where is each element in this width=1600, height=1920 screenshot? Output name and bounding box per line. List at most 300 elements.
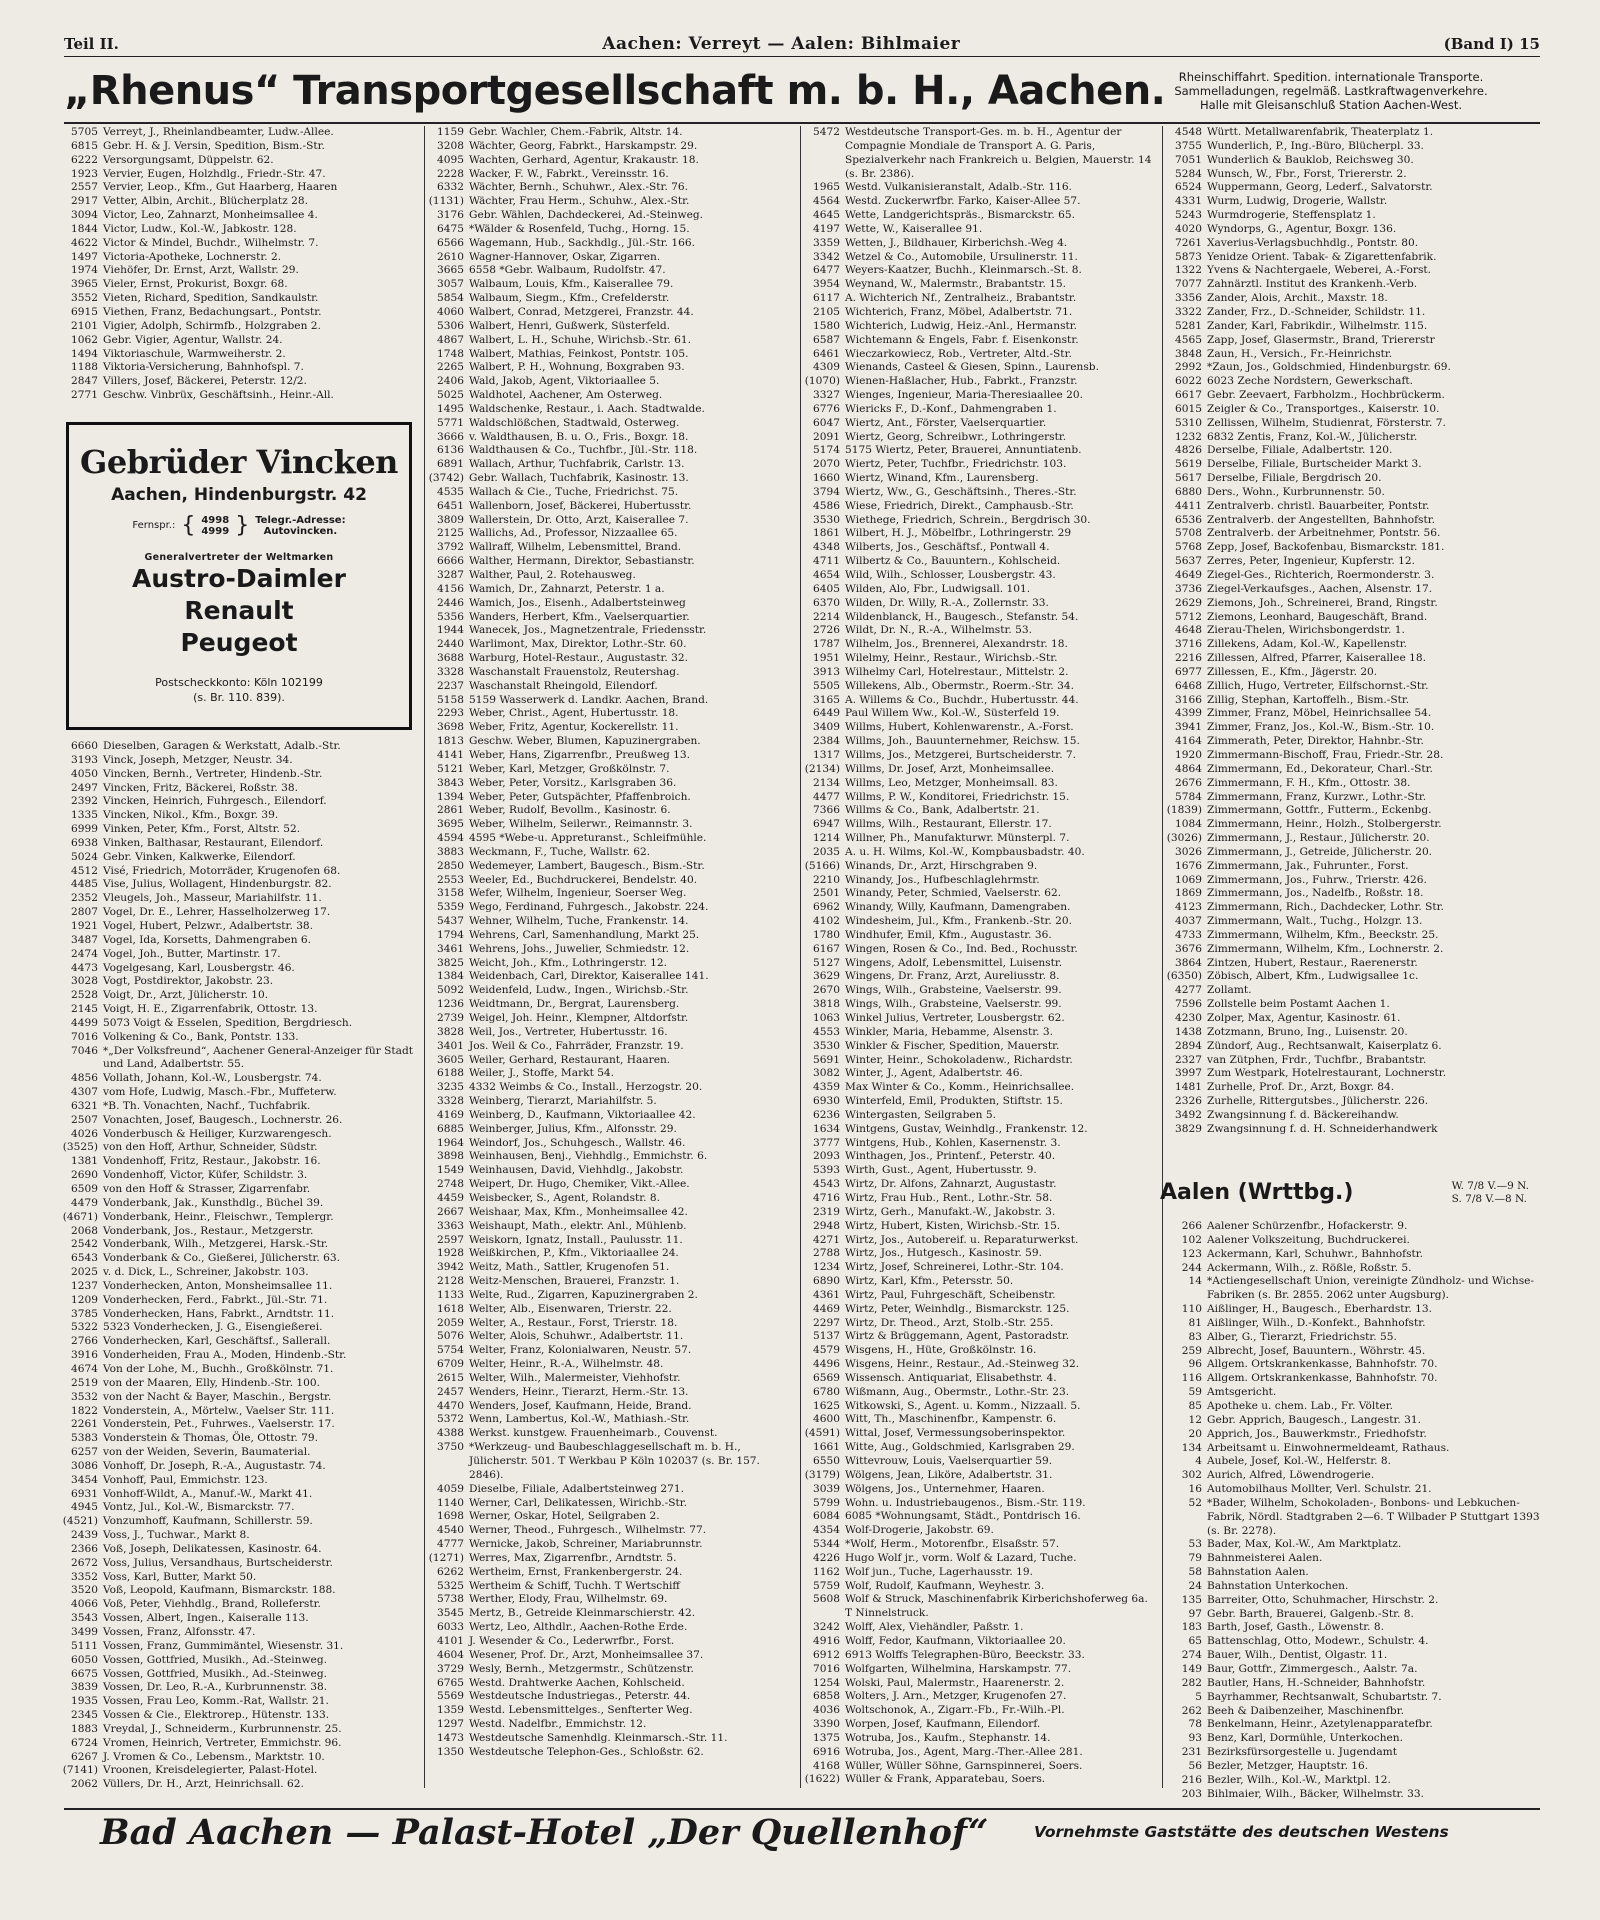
entry-text: Wisgens, H., Hüte, Großkölnstr. 16. (845, 1344, 1037, 1357)
entry-text: Voss, J., Tuchwar., Markt 8. (103, 1529, 250, 1542)
directory-entry (426, 611, 796, 625)
directory-entry (802, 707, 1158, 721)
entry-phone-number: 6050 (71, 1653, 98, 1666)
directory-entry (60, 920, 420, 934)
entry-text: Westdeutsche Industriegas., Peterstr. 44. (469, 1690, 691, 1703)
entry-text: Wirtz, Paul, Fuhrgeschäft, Scheibenstr. (845, 1288, 1056, 1301)
directory-entry (1164, 1705, 1544, 1719)
entry-text: Vervier, Eugen, Holzhdlg., Friedr.-Str. 47. (103, 167, 326, 180)
directory-entry (1164, 306, 1544, 320)
entry-phone-number: 3176 (437, 209, 464, 222)
directory-entry (426, 361, 796, 375)
entry-text: Wette, Landgerichtspräs., Bismarckstr. 65. (845, 209, 1075, 222)
directory-entry (1164, 334, 1544, 348)
entry-phone-number: 3193 (71, 753, 98, 766)
entry-phone-number: 2125 (437, 527, 464, 540)
entry-phone-number: 3954 (813, 278, 840, 291)
entry-text: Waldhotel, Aachener, Am Osterweg. (469, 389, 663, 402)
entry-phone-number: 3828 (437, 1025, 464, 1038)
entry-text: Wamich, Dr., Zahnarzt, Peterstr. 1 a. (469, 582, 665, 595)
directory-entry (1164, 569, 1544, 583)
entry-phone-number: 3688 (437, 652, 464, 665)
directory-entry (1164, 1691, 1544, 1705)
entry-text: Zander, Frz., D.-Schneider, Schildstr. 11. (1207, 305, 1426, 318)
entry-phone-number: 1787 (813, 638, 840, 651)
entry-text: Werner, Theod., Fuhrgesch., Wilhelmstr. 77. (469, 1524, 707, 1537)
directory-entry (426, 791, 796, 805)
entry-phone-number: 6015 (1175, 402, 1202, 415)
directory-entry (1164, 431, 1544, 445)
entry-text: Wiericks F., D.-Konf., Dahmengraben 1. (845, 402, 1057, 415)
entry-phone-number: 79 (1188, 1552, 1202, 1565)
entry-text: Zimmermann, Jak., Fuhrunter., Forst. (1207, 859, 1409, 872)
entry-phone-number: 1159 (437, 126, 464, 138)
entry-phone-number: 2319 (813, 1205, 840, 1218)
entry-phone-number: 5437 (437, 915, 464, 928)
directory-entry (1164, 624, 1544, 638)
directory-entry (60, 1737, 420, 1751)
directory-entry (802, 1497, 1158, 1511)
directory-entry (802, 915, 1158, 929)
entry-phone-number: 5322 (71, 1321, 98, 1334)
directory-entry (60, 1017, 420, 1031)
entry-phone-number: 4169 (437, 1108, 464, 1121)
directory-entry (60, 1405, 420, 1419)
bottom-rule (64, 1808, 1540, 1810)
directory-entry (1164, 278, 1544, 292)
entry-phone-number: 3492 (1175, 1108, 1202, 1121)
directory-entry (426, 583, 796, 597)
directory-entry (60, 389, 420, 403)
entry-phone-number: 1869 (1175, 887, 1202, 900)
directory-entry (802, 1690, 1158, 1704)
directory-entry (426, 624, 796, 638)
directory-entry (60, 361, 420, 375)
directory-entry (426, 251, 796, 265)
rhenus-ad-line: Sammelladungen, regelmäß. Lastkraftwagenverkehre. (1174, 84, 1488, 98)
entry-phone-number: 5637 (1175, 555, 1202, 568)
entry-text: Wenders, Heinr., Tierarzt, Herm.-Str. 13. (469, 1385, 689, 1398)
entry-phone-number: 4477 (813, 790, 840, 803)
entry-phone-number: 2766 (71, 1335, 98, 1348)
entry-phone-number: 3676 (1175, 942, 1202, 955)
entry-text: Zentralverb. der Arbeitnehmer, Pontstr. 56. (1207, 527, 1441, 540)
entry-phone-number: 1232 (1175, 430, 1202, 443)
directory-entry (60, 1488, 420, 1502)
directory-entry (60, 906, 420, 920)
directory-entry (1164, 707, 1544, 721)
directory-entry (60, 1474, 420, 1488)
entry-text: Wehrens, Johs., Juwelier, Schmiedstr. 12. (469, 942, 690, 955)
entry-phone-number: 3829 (1175, 1122, 1202, 1135)
directory-entry (802, 486, 1158, 500)
directory-entry (426, 223, 796, 237)
entry-phone-number: 6321 (71, 1099, 98, 1112)
entry-phone-number: 2145 (71, 1003, 98, 1016)
entry-phone-number: 4164 (1175, 735, 1202, 748)
directory-entry (802, 1400, 1158, 1414)
entry-text: Wittevrouw, Louis, Vaelserquartier 59. (845, 1455, 1053, 1467)
entry-phone-number: 2850 (437, 859, 464, 872)
directory-entry (1164, 1012, 1544, 1026)
entry-text: Weipert, Dr. Hugo, Chemiker, Vikt.-Allee. (469, 1178, 690, 1191)
entry-text: Bezirksfürsorgestelle u. Jugendamt (1207, 1746, 1397, 1759)
directory-entry (60, 1072, 420, 1086)
entry-phone-number: 3390 (813, 1718, 840, 1731)
entry-text: Wölgens, Jos., Unternehmer, Haaren. (845, 1482, 1045, 1495)
entry-text: Weitz, Math., Sattler, Krugenofen 51. (469, 1261, 670, 1274)
entry-text: Wirtz, Hubert, Kisten, Wirichsb.-Str. 15. (845, 1219, 1061, 1232)
entry-phone-number: 1084 (1175, 818, 1202, 831)
directory-entry (1164, 846, 1544, 860)
entry-text: Welter, Wilh., Malermeister, Viehhofstr. (469, 1371, 681, 1384)
entry-text: Zwangsinnung f. d. H. Schneiderhandwerk (1207, 1122, 1438, 1135)
directory-entry (1164, 777, 1544, 791)
entry-text: v. Waldthausen, B. u. O., Fris., Boxgr. 18. (469, 430, 689, 443)
directory-entry (60, 1668, 420, 1682)
directory-entry (802, 1234, 1158, 1248)
entry-text: Zollstelle beim Postamt Aachen 1. (1207, 998, 1390, 1011)
entry-text: Wohn. u. Industriebaugenos., Bism.-Str. 119. (845, 1496, 1086, 1509)
directory-entry (60, 292, 420, 306)
entry-text: 4332 Weimbs & Co., Install., Herzogstr. 20. (469, 1081, 703, 1094)
entry-phone-number: 6084 (813, 1510, 840, 1523)
entry-phone-number: 2446 (437, 596, 464, 609)
directory-entry (426, 777, 796, 791)
directory-entry (60, 1529, 420, 1543)
entry-phone-number: 4579 (813, 1344, 840, 1357)
entry-phone-number: 2557 (71, 181, 98, 194)
directory-entry (426, 431, 796, 445)
directory-entry (426, 763, 796, 777)
entry-phone-number: 4156 (437, 582, 464, 595)
entry-phone-number: 2101 (71, 319, 98, 332)
directory-entry (60, 209, 420, 223)
directory-entry (1164, 998, 1544, 1012)
rhenus-ad-line: Halle mit Gleisanschluß Station Aachen-West. (1199, 98, 1463, 112)
directory-entry (1164, 1635, 1544, 1649)
entry-phone-number: 6509 (71, 1183, 98, 1195)
entry-phone-number: 6136 (437, 444, 464, 457)
entry-text: Vonderheiden, Frau A., Moden, Hindenb.-Str. (103, 1349, 347, 1362)
entry-text: Vonachten, Josef, Baugesch., Lochnerstr. 26. (103, 1113, 343, 1126)
entry-text: Weisbecker, S., Agent, Rolandstr. 8. (469, 1191, 661, 1204)
directory-entry (426, 541, 796, 555)
entry-phone-number: 7366 (813, 804, 840, 817)
directory-entry (1164, 444, 1544, 458)
entry-phone-number: 1780 (813, 928, 840, 941)
directory-entry (426, 458, 796, 472)
entry-phone-number: 58 (1188, 1566, 1202, 1579)
directory-entry (60, 1778, 420, 1792)
entry-text: vom Hofe, Ludwig, Masch.-Fbr., Muffeterw. (103, 1086, 337, 1099)
entry-phone-number: 1297 (437, 1718, 464, 1731)
directory-entry (426, 1510, 796, 1524)
entry-phone-number: 4711 (813, 555, 840, 568)
entry-phone-number: 4945 (71, 1501, 98, 1514)
entry-text: Winkler & Fischer, Spedition, Mauerstr. (845, 1039, 1060, 1052)
entry-phone-number: 2293 (437, 707, 464, 720)
entry-phone-number: 4604 (437, 1648, 464, 1661)
entry-phone-number: 302 (1181, 1469, 1202, 1482)
entry-phone-number: 6776 (813, 402, 840, 415)
directory-entry (60, 962, 420, 976)
entry-text: Wingens, Adolf, Lebensmittel, Luisenstr. (845, 956, 1063, 969)
directory-entry (60, 809, 420, 823)
directory-entry (802, 846, 1158, 860)
directory-entry (426, 1400, 796, 1414)
directory-entry (802, 791, 1158, 805)
entry-phone-number: 4060 (437, 305, 464, 318)
directory-entry (802, 458, 1158, 472)
entry-text: Vise, Julius, Wollagent, Hindenburgstr. 82. (103, 878, 332, 891)
directory-entry (60, 375, 420, 389)
entry-phone-number: 6931 (71, 1487, 98, 1500)
directory-entry (1164, 1538, 1544, 1552)
entry-phone-number: (4671) (62, 1210, 98, 1223)
entry-text: Wienges, Ingenieur, Maria-Theresiaallee 20. (845, 389, 1084, 402)
entry-phone-number: 5768 (1175, 541, 1202, 554)
directory-entry (1164, 1303, 1544, 1317)
directory-entry (426, 1261, 796, 1275)
entry-text: Wolf-Drogerie, Jakobstr. 69. (845, 1524, 994, 1537)
entry-phone-number: 1813 (437, 735, 464, 748)
entry-phone-number: 6891 (437, 458, 464, 471)
entry-text: Weindorf, Jos., Schuhgesch., Wallstr. 46. (469, 1136, 686, 1149)
directory-entry (802, 1566, 1158, 1580)
entry-phone-number: 4856 (71, 1072, 98, 1085)
directory-entry (802, 1704, 1158, 1718)
directory-entry (1164, 140, 1544, 154)
directory-entry (426, 1372, 796, 1386)
entry-text: Wald, Jakob, Agent, Viktoriaallee 5. (469, 375, 660, 388)
entry-phone-number: 3941 (1175, 721, 1202, 734)
entry-text: Vonderhecken, Anton, Monsheimsallee 11. (103, 1279, 333, 1292)
directory-entry (426, 680, 796, 694)
postscheck-ref: (s. Br. 110. 839). (193, 691, 285, 704)
entry-phone-number: 5158 (437, 693, 464, 706)
entry-text: Wenders, Josef, Kaufmann, Heide, Brand. (469, 1399, 692, 1412)
entry-phone-number: 2948 (813, 1219, 840, 1232)
directory-entry (60, 1723, 420, 1737)
entry-phone-number: 5854 (437, 292, 464, 305)
directory-entry (60, 1751, 420, 1765)
entry-phone-number: 3736 (1175, 582, 1202, 595)
entry-phone-number: 3729 (437, 1662, 464, 1675)
directory-entry (60, 237, 420, 251)
entry-text: Wild, Wilh., Schlosser, Lousbergstr. 43. (845, 569, 1056, 581)
directory-entry (426, 1552, 796, 1566)
entry-phone-number: 6765 (437, 1676, 464, 1689)
directory-entry (60, 768, 420, 782)
vincken-phones (69, 513, 409, 538)
directory-entry (1164, 348, 1544, 362)
phone-numbers (201, 515, 229, 537)
entry-text: Wurm, Ludwig, Drogerie, Wallstr. (1207, 195, 1388, 208)
entry-text: Wintgens, Gustav, Weinhdlg., Frankenstr. 12. (845, 1122, 1088, 1135)
entry-text: A. Wichterich Nf., Zentralheiz., Brabantstr. (845, 292, 1077, 305)
entry-phone-number: 4485 (71, 878, 98, 891)
entry-text: Zwangsinnung f. d. Bäckereihandw. (1207, 1108, 1399, 1121)
entry-text: Wallerstein, Dr. Otto, Arzt, Kaiserallee 7. (469, 513, 689, 526)
entry-text: *„Der Volksfreund“, Aachener General-Anzeiger für Stadt und Land, Adalbertstr. 55. (103, 1044, 414, 1071)
entry-text: Willms, Joh., Bauunternehmer, Reichsw. 15. (845, 735, 1080, 748)
entry-phone-number: 3665 (437, 264, 464, 277)
directory-entry (60, 1266, 420, 1280)
entry-text: Winandy, Peter, Schmied, Vaelserstr. 62. (845, 887, 1062, 900)
directory-entry (426, 1026, 796, 1040)
entry-text: Welte, Rud., Zigarren, Kapuzinergraben 2. (469, 1288, 698, 1301)
entry-phone-number: 1069 (1175, 873, 1202, 886)
entry-phone-number: 7051 (1175, 153, 1202, 166)
entry-phone-number: 6675 (71, 1667, 98, 1680)
directory-entry (1164, 1497, 1544, 1539)
entry-text: Vonderhecken, Hans, Fabrkt., Arndtstr. 11. (103, 1307, 335, 1320)
phone-number: 4999 (201, 525, 230, 537)
entry-text: Wotruba, Jos., Agent, Marg.-Ther.-Allee 281. (845, 1745, 1083, 1758)
entry-text: Derselbe, Filiale, Adalbertstr. 120. (1207, 444, 1393, 457)
directory-entry (1164, 1400, 1544, 1414)
entry-phone-number: 24 (1188, 1579, 1202, 1592)
entry-text: Aißlinger, H., Baugesch., Eberhardstr. 13. (1207, 1303, 1433, 1316)
directory-entry (1164, 832, 1544, 846)
entry-phone-number: 3328 (437, 1095, 464, 1108)
entry-phone-number: 5127 (813, 956, 840, 969)
entry-phone-number: 6915 (71, 305, 98, 318)
entry-phone-number: 1935 (71, 1695, 98, 1708)
entry-phone-number: 5771 (437, 416, 464, 429)
top-rule (64, 122, 1540, 124)
entry-text: Yvens & Nachtergaele, Weberei, A.-Forst. (1207, 264, 1432, 277)
directory-entry (1164, 583, 1544, 597)
entry-phone-number: 6815 (71, 139, 98, 152)
entry-text: Wolf, Rudolf, Kaufmann, Weyhestr. 3. (845, 1579, 1045, 1592)
directory-entry (60, 1543, 420, 1557)
entry-phone-number: 4864 (1175, 762, 1202, 775)
entry-text: Vonderbank, Heinr., Fleischwr., Templergr. (103, 1210, 334, 1223)
entry-text: Zillig, Stephan, Kartoffelh., Bism.-Str. (1207, 693, 1410, 706)
directory-entry (802, 251, 1158, 265)
entry-phone-number: 4026 (71, 1127, 98, 1140)
directory-entry (60, 754, 420, 768)
entry-phone-number: 1944 (437, 624, 464, 637)
entry-phone-number: 2059 (437, 1316, 464, 1329)
entry-phone-number: 5617 (1175, 472, 1202, 485)
directory-entry (426, 334, 796, 348)
entry-text: Derselbe, Filiale, Bergdrisch 20. (1207, 472, 1382, 485)
entry-phone-number: 3401 (437, 1039, 464, 1052)
directory-entry (1164, 984, 1544, 998)
entry-text: Wertz, Leo, Althdlr., Aachen-Rothe Erde. (469, 1621, 688, 1634)
directory-entry (60, 1571, 420, 1585)
entry-text: Voigt, Dr., Arzt, Jülicherstr. 10. (103, 989, 269, 1002)
entry-text: Viethen, Franz, Bedachungsart., Pontstr. (103, 305, 322, 318)
entry-text: Wette, W., Kaiserallee 91. (845, 222, 983, 235)
entry-phone-number: 4496 (813, 1358, 840, 1371)
directory-entry (60, 1764, 420, 1778)
entry-phone-number: 6912 (813, 1648, 840, 1661)
entry-phone-number: 4101 (437, 1634, 464, 1647)
entry-text: Volkening & Co., Bank, Pontstr. 133. (103, 1030, 299, 1043)
directory-entry (426, 1137, 796, 1151)
directory-entry (426, 292, 796, 306)
entry-text: Gebr. Wachler, Chem.-Fabrik, Altstr. 14. (469, 126, 683, 138)
entry-text: Wyndorps, G., Agentur, Boxgr. 136. (1207, 222, 1397, 235)
directory-entry (426, 1206, 796, 1220)
entry-text: Bauer, Wilh., Dentist, Olgastr. 11. (1207, 1649, 1388, 1662)
entry-text: Wissensch. Antiquariat, Elisabethstr. 4. (845, 1371, 1057, 1384)
directory-entry (1164, 500, 1544, 514)
directory-entry (60, 1114, 420, 1128)
aalen-heading (1160, 1180, 1535, 1212)
directory-entry (60, 1141, 420, 1155)
entry-phone-number: 4 (1195, 1455, 1202, 1468)
entry-phone-number: 2025 (71, 1266, 98, 1279)
entry-phone-number: 1236 (437, 998, 464, 1011)
directory-entry (1164, 1386, 1544, 1400)
entry-text: Wingen, Rosen & Co., Ind. Bed., Rochusstr. (845, 942, 1078, 955)
entry-phone-number: 7261 (1175, 236, 1202, 249)
entry-text: J. Wesender & Co., Lederwrfbr., Forst. (469, 1634, 675, 1647)
entry-text: Zillessen, E., Kfm., Jägerstr. 20. (1207, 665, 1378, 678)
entry-phone-number: 52 (1188, 1496, 1202, 1509)
entry-text: *Bader, Wilhelm, Schokoladen-, Bonbons- und Lebkuchen-Fabrik, Nördl. Stadtgraben 2—6. T Wilbader P Stuttgart 1393 (s. Br. 2278). (1207, 1496, 1540, 1537)
directory-entry (802, 901, 1158, 915)
entry-text: Wolff, Alex, Viehändler, Paßstr. 1. (845, 1621, 1024, 1634)
entry-text: Wichtemann & Engels, Fabr. f. Eisenkonstr. (845, 333, 1079, 346)
entry-text: Weber, Rudolf, Bevollm., Kasinostr. 6. (469, 804, 671, 817)
directory-entry (802, 1386, 1158, 1400)
directory-entry (802, 984, 1158, 998)
directory-entry (60, 223, 420, 237)
entry-phone-number: 2501 (813, 887, 840, 900)
column-2 (426, 126, 796, 1788)
entry-phone-number: 116 (1181, 1372, 1202, 1385)
entry-phone-number: 4479 (71, 1196, 98, 1209)
directory-entry (426, 1150, 796, 1164)
entry-phone-number: 4388 (437, 1427, 464, 1440)
entry-text: Bahnstation Aalen. (1207, 1566, 1309, 1579)
entry-phone-number: 2237 (437, 679, 464, 692)
entry-text: Winkel Julius, Vertreter, Lousbergstr. 62. (845, 1012, 1065, 1024)
entry-text: 5323 Vonderhecken, J. G., Eisengießerei. (103, 1321, 323, 1334)
entry-phone-number: 6047 (813, 416, 840, 429)
entry-text: Vondenhoff, Fritz, Restaur., Jakobstr. 16. (103, 1155, 321, 1168)
directory-entry (60, 320, 420, 334)
directory-entry (60, 1252, 420, 1266)
entry-text: Weber, Hans, Zigarrenfbr., Preußweg 13. (469, 748, 690, 761)
entry-text: Vossen, Franz, Gummimäntel, Wiesenstr. 31. (103, 1639, 344, 1652)
entry-text: Wilbertz & Co., Bauuntern., Kohlscheid. (845, 555, 1061, 568)
entry-phone-number: 96 (1188, 1358, 1202, 1371)
entry-phone-number: 4399 (1175, 707, 1202, 720)
entry-phone-number: (7141) (62, 1764, 98, 1777)
entry-phone-number: 59 (1188, 1386, 1202, 1399)
entry-text: Zimmermann, Gottfr., Futterm., Eckenbg. (1207, 804, 1432, 817)
entry-text: Wings, Wilh., Grabsteine, Vaelserstr. 99. (845, 998, 1062, 1011)
entry-phone-number: 4674 (71, 1362, 98, 1375)
directory-entry (60, 837, 420, 851)
entry-text: Zillekens, Adam, Kol.-W., Kapellenstr. (1207, 638, 1408, 651)
entry-phone-number: 4411 (1175, 499, 1202, 512)
directory-entry (1164, 1248, 1544, 1262)
entry-phone-number: 2457 (437, 1385, 464, 1398)
directory-entry (426, 1192, 796, 1206)
entry-text: Zimmermann, Ed., Dekorateur, Charl.-Str. (1207, 762, 1433, 775)
directory-entry (802, 694, 1158, 708)
entry-phone-number: 5111 (71, 1639, 98, 1652)
entry-text: Winter, Heinr., Schokoladenw., Richardstr. (845, 1053, 1073, 1066)
